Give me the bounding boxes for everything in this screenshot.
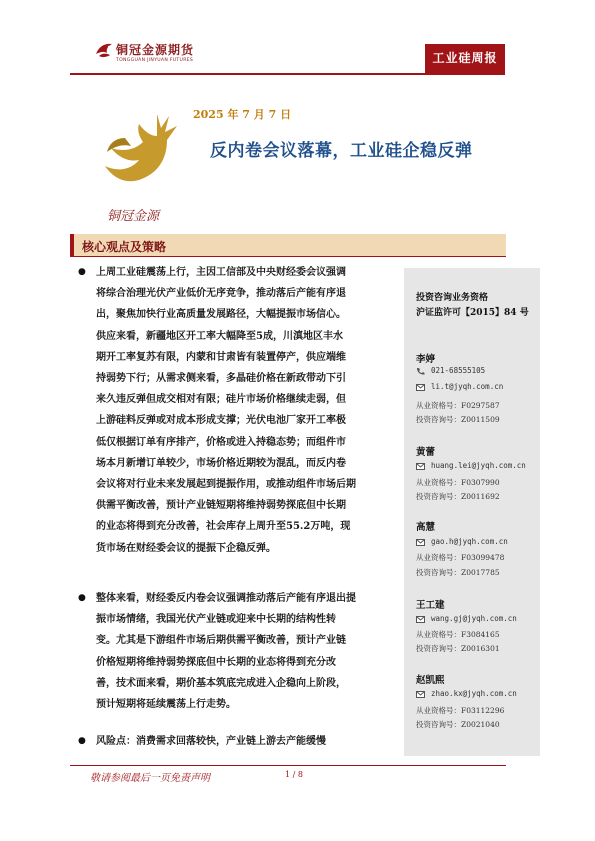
bullet-marker: ● <box>78 593 86 603</box>
bullet-marker: ● <box>78 736 86 746</box>
bullet-marker: ● <box>78 267 86 277</box>
text-line: 供应来看，新疆地区开工率大幅降至5成，川滇地区丰水 <box>96 330 343 342</box>
email-icon <box>416 539 425 546</box>
key-point-paragraph-2 <box>96 588 401 715</box>
text-line: 振市场情绪，我国光伏产业链或迎来中长期的结构性转 <box>96 614 336 626</box>
text-line: 会议将对行业未来发展起到提振作用，或推动组件市场后期 <box>96 479 356 491</box>
company-logo-icon <box>93 40 115 62</box>
text-line: 上周工业硅震荡上行，主因工信部及中央财经委会议强调 <box>96 267 346 278</box>
analyst-name: 黄蕾 <box>416 447 436 458</box>
email-icon <box>416 691 425 698</box>
text-line: 预计短期将延续震荡上行走势。 <box>96 699 236 711</box>
text-line: 整体来看，财经委反内卷会议强调推动落后产能有序退出提 <box>96 593 356 604</box>
text-line: 持弱势下行；从需求侧来看，多晶硅价格在新政带动下引 <box>96 373 346 385</box>
report-type: 工业硅周报 <box>432 51 498 65</box>
analyst-phone: 021-68555105 <box>431 366 486 375</box>
analyst-advisor-no: 投资咨询号：Z0017785 <box>416 568 500 577</box>
disclaimer-link[interactable]: 敬请参阅最后一页免责声明 <box>90 773 210 784</box>
deer-logo-illustration <box>95 108 195 226</box>
text-line: 变。尤其是下游组件市场后期供需平衡改善，预计产业链 <box>96 635 346 647</box>
report-date: 2025 年 7 月 7 日 <box>193 108 292 121</box>
text-line: 供需平衡改善，预计产业链短期将维持弱势探底但中长期 <box>96 500 346 512</box>
text-line: 的业态将得到充分改善，社会库存上周升至55.2万吨，现 <box>96 521 351 533</box>
text-line: 期开工率复苏有限，内蒙和甘肃皆有装置停产，供应端维 <box>96 351 346 363</box>
brand-name-en: TONGGUAN JINYUAN FUTURES <box>116 58 194 63</box>
text-line: 风险点：消费需求回落较快，产业链上游去产能缓慢 <box>96 736 326 747</box>
logo-calligraphy: 铜冠金源 <box>107 209 160 224</box>
text-line: 货市场在财经委会议的提振下企稳反弹。 <box>96 542 276 554</box>
analyst-name: 王工建 <box>416 600 445 611</box>
analyst-advisor-no: 投资咨询号：Z0016301 <box>416 644 500 653</box>
text-line: 上游硅料反弹或对成本形成支撑；光伏电池厂家开工率极 <box>96 415 346 427</box>
text-line: 来久违反弹但成交相对有限；硅片市场价格继续走弱，但 <box>96 394 346 406</box>
brand-name: 铜冠金源期货 <box>116 43 195 57</box>
analyst-advisor-no: 投资咨询号：Z0011509 <box>416 415 500 424</box>
analyst-name: 李婷 <box>416 354 436 365</box>
analyst-email[interactable]: gao.h@jyqh.com.cn <box>431 537 508 546</box>
text-line: 出，聚焦加快行业高质量发展路径，大幅提振市场信心。 <box>96 309 346 321</box>
header-divider <box>70 73 505 75</box>
email-icon <box>416 384 425 391</box>
analyst-cert: 从业资格号：F0297587 <box>416 401 500 410</box>
text-line: 将综合治理光伏产业低价无序竞争，推动落后产能有序退 <box>96 288 346 300</box>
email-icon <box>416 463 425 470</box>
text-line: 场本月新增订单较少，市场价格近期较为混乱，而反内卷 <box>96 457 346 469</box>
analyst-email[interactable]: li.t@jyqh.com.cn <box>431 382 504 391</box>
risk-paragraph <box>96 731 401 752</box>
analyst-email[interactable]: zhao.kx@jyqh.com.cn <box>431 689 517 698</box>
analyst-advisor-no: 投资咨询号：Z0021040 <box>416 720 500 729</box>
key-point-paragraph-1 <box>96 262 401 559</box>
text-line: 低仅根据订单有序排产，价格或进入持稳态势；而组件市 <box>96 436 346 448</box>
analyst-cert: 从业资格号：F03099478 <box>416 553 505 562</box>
analyst-cert: 从业资格号：F03112296 <box>416 706 505 715</box>
footer-divider <box>70 765 506 766</box>
analyst-cert: 从业资格号：F3084165 <box>416 630 500 639</box>
phone-icon <box>416 367 425 375</box>
analyst-name: 赵凯熙 <box>416 675 445 686</box>
section-title: 核心观点及策略 <box>82 240 167 254</box>
analyst-email[interactable]: huang.lei@jyqh.com.cn <box>431 461 526 470</box>
report-headline: 反内卷会议落幕，工业硅企稳反弹 <box>210 141 473 161</box>
analyst-advisor-no: 投资咨询号：Z0011692 <box>416 492 500 501</box>
analyst-cert: 从业资格号：F0307990 <box>416 478 500 487</box>
analyst-email[interactable]: wang.gj@jyqh.com.cn <box>431 614 517 623</box>
license-number: 沪证监许可【2015】84 号 <box>416 308 529 318</box>
text-line: 善，技术面来看，期价基本筑底完成进入企稳向上阶段， <box>96 677 346 689</box>
page-number: 1 / 8 <box>285 770 303 779</box>
text-line: 价格短期将维持弱势探底但中长期的业态将得到充分改 <box>96 656 336 668</box>
analyst-name: 高慧 <box>416 522 436 533</box>
section-divider <box>70 256 506 257</box>
email-icon <box>416 616 425 623</box>
qualification-title: 投资咨询业务资格 <box>416 293 489 303</box>
